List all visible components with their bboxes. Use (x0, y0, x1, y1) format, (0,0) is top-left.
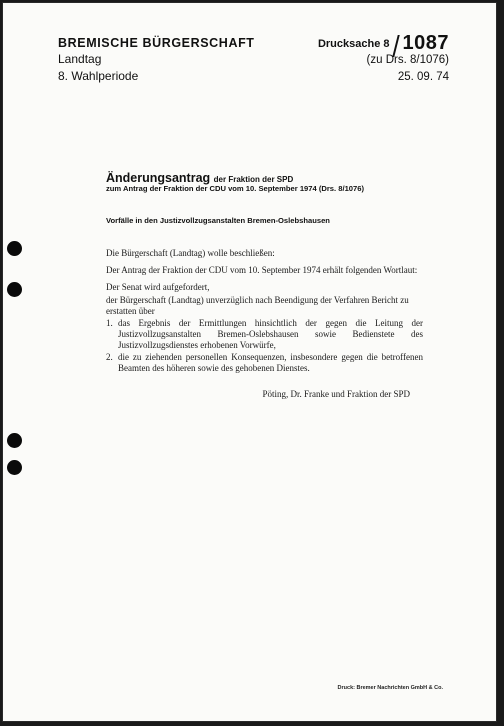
list-item (106, 352, 423, 374)
header-right (317, 32, 449, 86)
list-text: das Ergebnis der Ermittlungen hinsichtlich der gegen die Leitung der Justizvollzugsanstalten Bremen-Oslebshausen sowie Bedienstete des Justizvollzugsdienstes erhobenen Vorwürfe, (118, 318, 423, 351)
header-left (58, 35, 255, 85)
list-item (106, 318, 423, 352)
punch-hole (7, 460, 22, 475)
report-paragraph: der Bürgerschaft (Landtag) unverzüglich nach Beendigung der Verfahren Bericht zu erstatten über (106, 294, 409, 316)
change-paragraph: Der Antrag der Fraktion der CDU vom 10. September 1974 erhält folgenden Wortlaut: (106, 265, 418, 276)
title-line2: zum Antrag der Fraktion der CDU vom 10. September 1974 (Drs. 8/1076) (106, 184, 364, 193)
reference: (zu Drs. 8/1076) (366, 54, 449, 66)
drucksache-label: Drucksache 8 (317, 37, 390, 50)
title-block (106, 171, 364, 193)
chamber: Landtag (58, 52, 102, 66)
org-name: BREMISCHE BÜRGERSCHAFT (58, 36, 255, 50)
list-number: 2. (106, 351, 113, 362)
period: 8. Wahlperiode (58, 69, 139, 83)
list-number: 1. (106, 318, 113, 329)
title-main: Änderungsantrag (106, 171, 211, 185)
title-by: der Fraktion der SPD (213, 175, 294, 184)
body-text (106, 248, 423, 374)
punch-hole (7, 433, 22, 448)
punch-hole (7, 241, 22, 256)
date: 25. 09. 74 (397, 71, 449, 83)
subject: Vorfälle in den Justizvollzugsanstalten Bremen-Oslebshausen (106, 216, 330, 225)
drucksache (317, 32, 449, 54)
printer-note: Druck: Bremer Nachrichten GmbH & Co. (337, 685, 443, 691)
punch-hole (7, 282, 22, 297)
document-page (3, 3, 496, 721)
list-text: die zu ziehenden personellen Konsequenzen, insbesondere gegen die betroffenen Beamten des höheren sowie des gehobenen Dienstes. (118, 351, 423, 373)
signature: Pöting, Dr. Franke und Fraktion der SPD (262, 389, 410, 399)
intro-paragraph: Die Bürgerschaft (Landtag) wolle beschließen: (106, 248, 275, 258)
senat-paragraph: Der Senat wird aufgefordert, (106, 282, 210, 293)
drucksache-number: 1087 (402, 32, 449, 54)
doc-title (106, 171, 364, 185)
